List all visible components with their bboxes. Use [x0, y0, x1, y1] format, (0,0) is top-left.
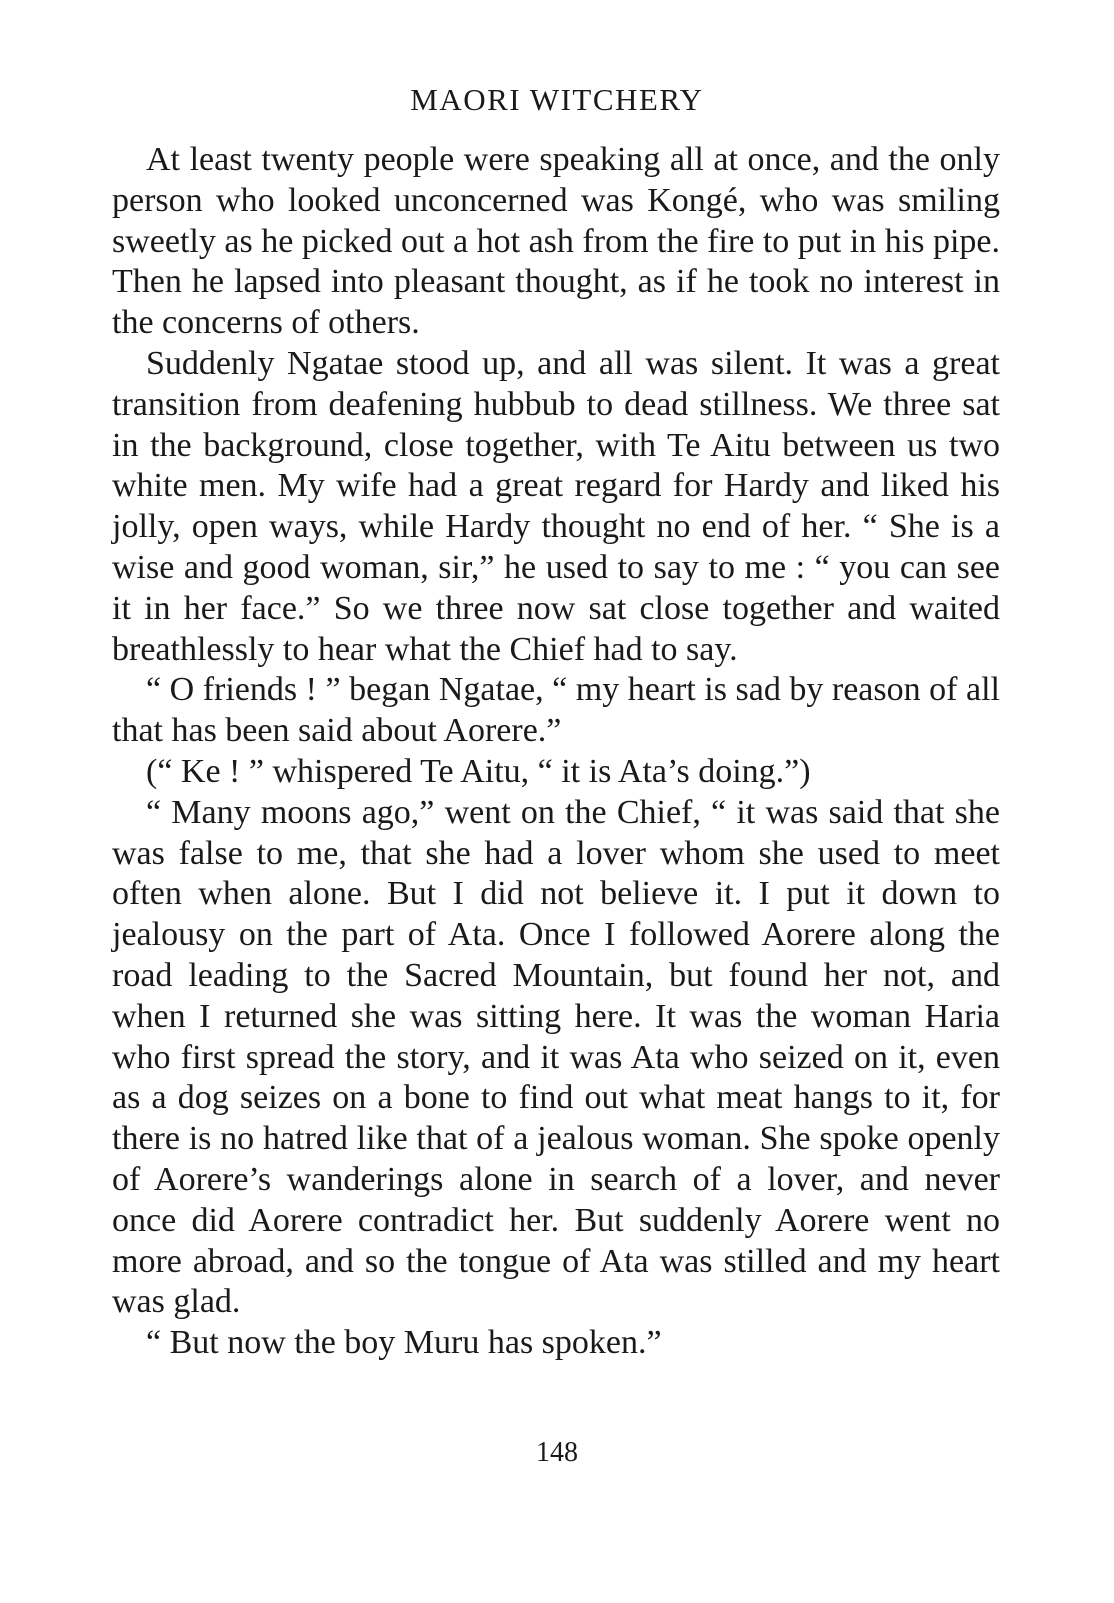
- paragraph: At least twenty people were speaking all at once, and the only person who looked unconcerned was Kongé, who was smiling sweetly as he picked out a hot ash from the fire to put in his pipe. Then he lapsed into pleasant thought, as if he took no interest in the concerns of others.: [112, 141, 1000, 342]
- body-text: [112, 140, 1000, 1364]
- paragraph: (“ Ke ! ” whispered Te Aitu, “ it is Ata’s doing.”): [146, 752, 811, 790]
- page-number: 148: [536, 1437, 578, 1468]
- paragraph: “ But now the boy Muru has spoken.”: [146, 1324, 662, 1362]
- paragraph: “ Many moons ago,” went on the Chief, “ it was said that she was false to me, that she had a lover whom she used to meet often when alone. But I did not believe it. I put it down to jealousy on the part of Ata. Once I followed Aorere along the road leading to the Sacred Mountain, but found her not, and when I returned she was sitting here. It was the woman Haria who first spread the story, and it was Ata who seized on it, even as a dog seizes on a bone to find out what meat hangs to it, for there is no hatred like that of a jealous woman. She spoke openly of Aorere’s wanderings alone in search of a lover, and never once did Aorere contradict her. But suddenly Aorere went no more abroad, and so the tongue of Ata was stilled and my heart was glad.: [112, 793, 1000, 1321]
- paragraph: Suddenly Ngatae stood up, and all was silent. It was a great transition from deafening hubbub to dead stillness. We three sat in the background, close together, with Te Aitu between us two white men. My wife had a great regard for Hardy and liked his jolly, open ways, while Hardy thought no end of her. “ She is a wise and good woman, sir,” he used to say to me : “ you can see it in her face.” So we three now sat close together and waited breathlessly to hear what the Chief had to say.: [112, 344, 1000, 668]
- running-title: MAORI WITCHERY: [410, 82, 704, 117]
- paragraph: “ O friends ! ” began Ngatae, “ my heart is sad by reason of all that has been said about Aorere.”: [112, 671, 1000, 750]
